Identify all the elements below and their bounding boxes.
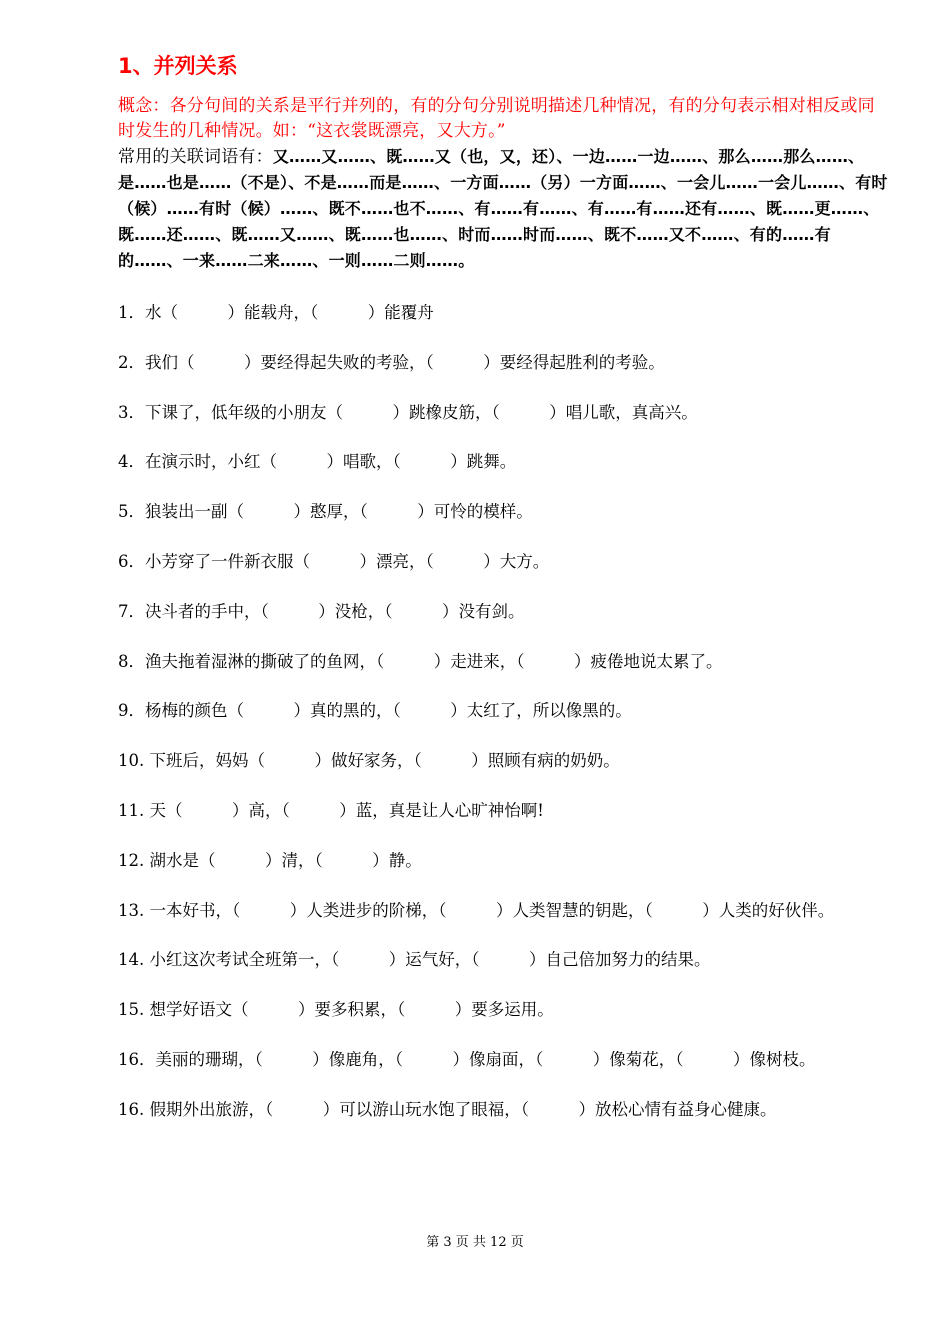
concept-paragraph: 概念：各分句间的关系是平行并列的，有的分句分别说明描述几种情况，有的分句表示相对相反或同时发生的几种情况。如：“这衣裳既漂亮，又大方。” [118,96,875,141]
exercise-item: 4．在演示时，小红（ ）唱歌，（ ）跳舞。 [118,452,517,472]
common-conjunctions-list: 又……又……、既……又（也，又，还）、一边……一边……、那么……那么……、是……也是……（不是）、不是……而是……、一方面……（另）一方面……、一会儿……一会儿……、有时（候）……有时（候）……、既不……也不……、有……有……、有……有……还有……、既……更……、既……还……、既……又……、既……也……、时而……时而……、既不……又不……、有的……有的……、一来……二来……、一则……二则……。 [118,147,888,270]
exercise-item: 7．决斗者的手中，（ ）没枪，（ ）没有剑。 [118,601,525,621]
exercise-item: 8．渔夫拖着湿淋的撕破了的鱼网，（ ）走进来，（ ）疲倦地说太累了。 [118,651,723,671]
exercise-item: 2．我们（ ）要经得起失败的考验，（ ）要经得起胜利的考验。 [118,352,665,372]
exercise-item: 5．狼装出一副（ ）憨厚，（ ）可怜的模样。 [118,502,533,522]
exercise-item: 3．下课了，低年级的小朋友（ ）跳橡皮筋，（ ）唱儿歌，真高兴。 [118,402,698,422]
exercise-list [118,300,888,1122]
document-page [118,52,888,1147]
section-title: 1、并列关系 [118,54,238,78]
exercise-item: 6．小芳穿了一件新衣服（ ）漂亮，（ ）大方。 [118,551,550,571]
common-conjunctions-paragraph [118,144,888,274]
exercise-item: 11. 天（ ）高，（ ）蓝，真是让人心旷神怡啊! [118,800,544,820]
page-footer: 第 3 页 共 12 页 [426,1235,524,1250]
exercise-item: 14. 小红这次考试全班第一，（ ）运气好，（ ）自己倍加努力的结果。 [118,950,711,970]
exercise-item: 9．杨梅的颜色（ ）真的黑的，（ ）太红了，所以像黑的。 [118,701,632,721]
exercise-item: 1．水（ ）能载舟，（ ）能覆舟 [118,303,434,322]
exercise-item: 16．美丽的珊瑚，（ ）像鹿角，（ ）像扇面，（ ）像菊花，（ ）像树枝。 [118,1049,816,1069]
exercise-item: 12. 湖水是（ ）清，（ ）静。 [118,850,422,870]
exercise-item: 16. 假期外出旅游，（ ）可以游山玩水饱了眼福，（ ）放松心情有益身心健康。 [118,1099,777,1119]
exercise-item: 15. 想学好语文（ ）要多积累，（ ）要多运用。 [118,1000,554,1020]
exercise-item: 10. 下班后，妈妈（ ）做好家务，（ ）照顾有病的奶奶。 [118,751,620,771]
common-conjunctions-label: 常用的关联词语有： [118,147,273,167]
exercise-item: 13. 一本好书，（ ）人类进步的阶梯，（ ）人类智慧的钥匙，（ ）人类的好伙伴。 [118,900,835,920]
